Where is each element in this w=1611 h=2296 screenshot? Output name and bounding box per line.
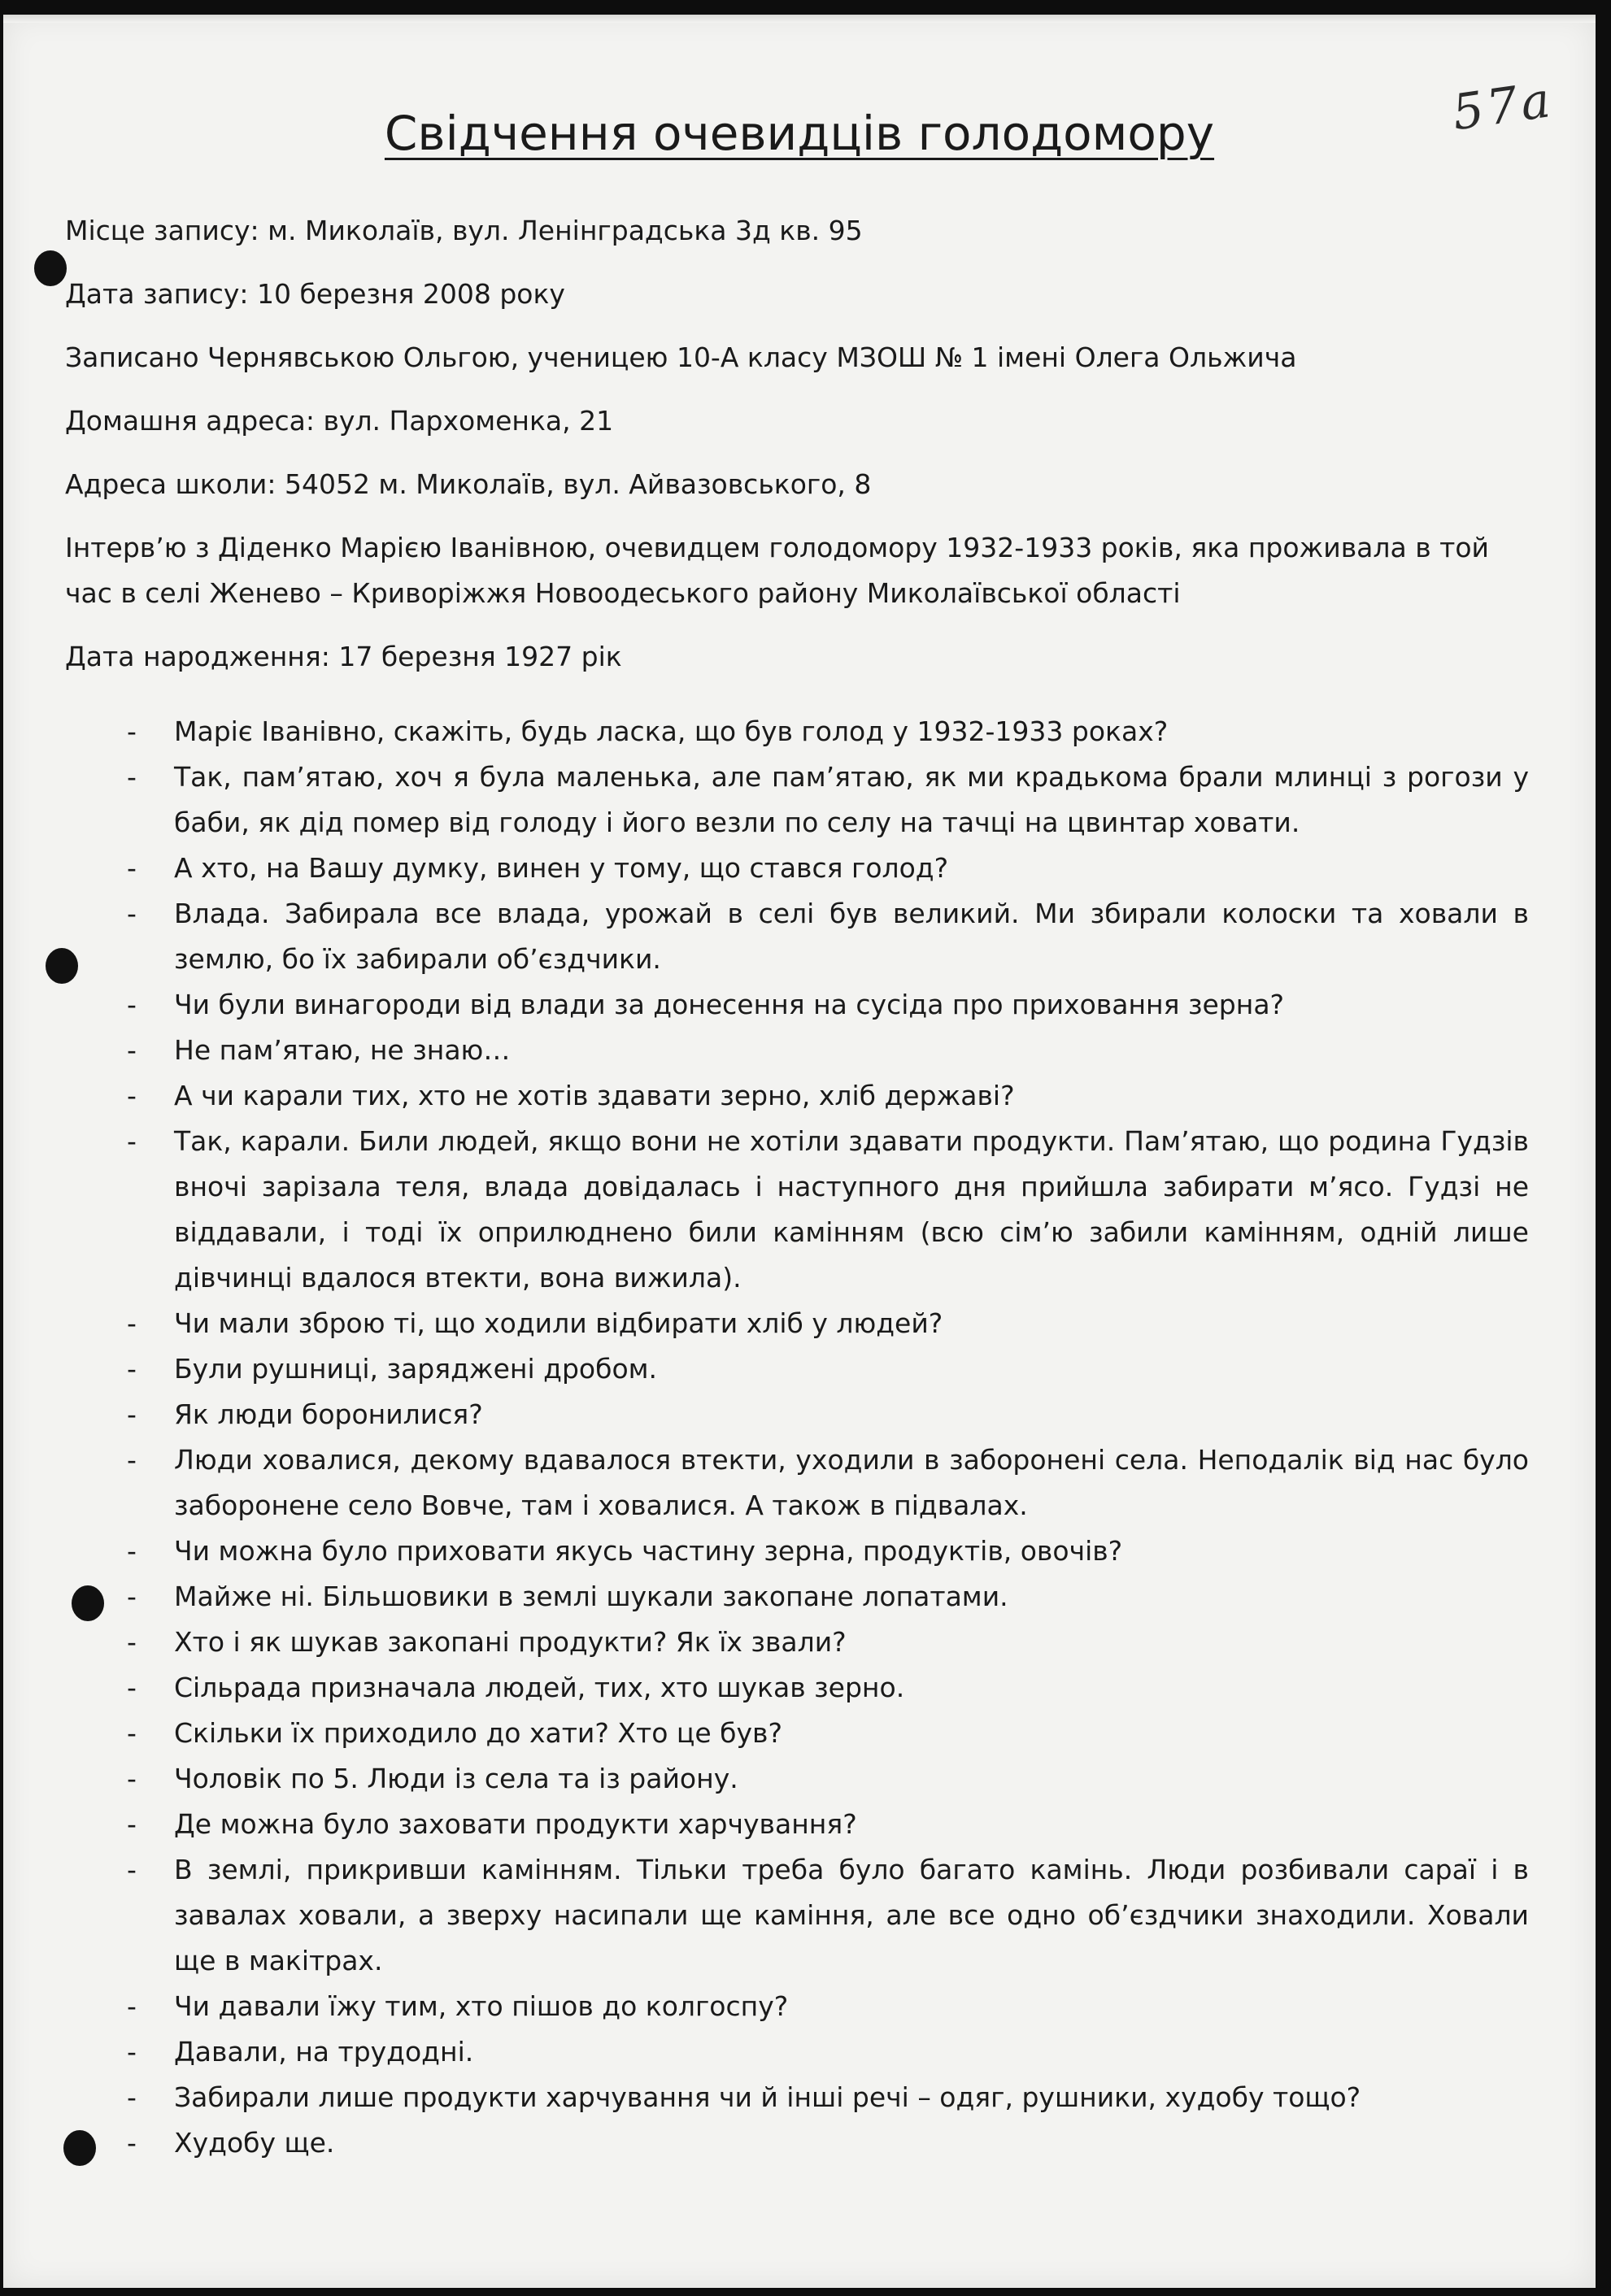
dialogue-text: Майже ні. Більшовики в землі шукали закопане лопатами.: [174, 1581, 1008, 1612]
dialogue-line: [65, 2120, 1529, 2166]
dash-marker: -: [127, 1307, 137, 1339]
dash-marker: -: [127, 1990, 137, 2022]
dash-marker: -: [127, 761, 137, 793]
dash-marker: -: [127, 852, 137, 884]
dash-marker: -: [127, 1034, 137, 1066]
dialogue-line: [65, 1665, 1529, 1711]
dash-marker: -: [127, 1626, 137, 1658]
dialogue-line: [65, 1574, 1529, 1620]
dialogue-text: В землі, прикривши камінням. Тільки треба було багато камінь. Люди розбивали сараї і в завалах ховали, а зверху насипали ще каміння, але все одно об’єздчики знаходили. Ховали ще в макітрах.: [174, 1854, 1529, 1976]
handwritten-page-number: 57a: [1448, 71, 1557, 142]
dialogue-text: Чи можна було приховати якусь частину зерна, продуктів, овочів?: [174, 1535, 1123, 1567]
dash-marker: -: [127, 1581, 137, 1612]
dash-marker: -: [127, 1672, 137, 1703]
interview-dialogue: [65, 709, 1529, 2166]
page-top-edge: [3, 15, 1596, 23]
dash-marker: -: [127, 1717, 137, 1749]
dialogue-text: Люди ховалися, декому вдавалося втекти, уходили в заборонені села. Неподалік від нас було заборонене село Вовче, там і ховалися. А також в підвалах.: [174, 1444, 1529, 1521]
dash-marker: -: [127, 1080, 137, 1111]
dialogue-text: Чоловік по 5. Люди із села та із району.: [174, 1763, 738, 1794]
dialogue-line: [65, 1847, 1529, 1984]
dialogue-text: Так, пам’ятаю, хоч я була маленька, але пам’ятаю, як ми крадькома брали млинці з рогози у баби, як дід помер від голоду і його везли по селу на тачці на цвинтар ховати.: [174, 761, 1529, 838]
dash-marker: -: [127, 1854, 137, 1885]
document-page: [3, 15, 1596, 2288]
dash-marker: -: [127, 1444, 137, 1476]
dialogue-line: [65, 1392, 1529, 1437]
dash-marker: -: [127, 2081, 137, 2113]
dialogue-text: Були рушниці, заряджені дробом.: [174, 1353, 658, 1385]
dialogue-text: Скільки їх приходило до хати? Хто це був?: [174, 1717, 782, 1749]
dash-marker: -: [127, 1535, 137, 1567]
dialogue-text: А хто, на Вашу думку, винен у тому, що стався голод?: [174, 852, 949, 884]
school-address: Адреса школи: 54052 м. Миколаїв, вул. Айвазовського, 8: [65, 468, 872, 500]
dialogue-text: Забирали лише продукти харчування чи й інші речі – одяг, рушники, худобу тощо?: [174, 2081, 1361, 2113]
dialogue-text: Чи давали їжу тим, хто пішов до колгоспу?: [174, 1990, 789, 2022]
dialogue-line: [65, 1802, 1529, 1847]
dialogue-text: Не пам’ятаю, не знаю…: [174, 1034, 511, 1066]
interview-intro: Інтерв’ю з Діденко Марією Іванівною, очевидцем голодомору 1932-1933 років, яка проживала в той час в селі Женево – Криворіжжя Новоодеського району Миколаївської області: [65, 532, 1489, 609]
dialogue-text: Сільрада призначала людей, тих, хто шукав зерно.: [174, 1672, 905, 1703]
dialogue-line: [65, 1073, 1529, 1119]
dash-marker: -: [127, 898, 137, 929]
record-place: Місце запису: м. Миколаїв, вул. Ленінградська 3д кв. 95: [65, 215, 863, 246]
dialogue-text: Маріє Іванівно, скажіть, будь ласка, що був голод у 1932-1933 роках?: [174, 715, 1169, 747]
dialogue-line: [65, 2029, 1529, 2075]
document-body: [65, 208, 1529, 2166]
dash-marker: -: [127, 2036, 137, 2068]
birth-date: Дата народження: 17 березня 1927 рік: [65, 641, 622, 672]
dialogue-text: Чи були винагороди від влади за донесення на сусіда про приховання зерна?: [174, 989, 1285, 1020]
dash-marker: -: [127, 1125, 137, 1157]
dash-marker: -: [127, 2127, 137, 2159]
punch-hole: [34, 250, 67, 286]
dash-marker: -: [127, 1763, 137, 1794]
dash-marker: -: [127, 989, 137, 1020]
recorded-by: Записано Чернявською Ольгою, ученицею 10-А класу МЗОШ № 1 імені Олега Ольжича: [65, 341, 1297, 373]
dialogue-line: [65, 2075, 1529, 2120]
dialogue-line: [65, 1984, 1529, 2029]
dialogue-line: [65, 1620, 1529, 1665]
dash-marker: -: [127, 715, 137, 747]
dialogue-text: А чи карали тих, хто не хотів здавати зерно, хліб державі?: [174, 1080, 1015, 1111]
dialogue-text: Хто і як шукав закопані продукти? Як їх звали?: [174, 1626, 847, 1658]
dialogue-text: Як люди боронилися?: [174, 1398, 483, 1430]
dialogue-text: Худобу ще.: [174, 2127, 335, 2159]
dialogue-line: [65, 1346, 1529, 1392]
dash-marker: -: [127, 1398, 137, 1430]
dash-marker: -: [127, 1808, 137, 1840]
document-title: Свідчення очевидців голодомору: [384, 106, 1215, 161]
dialogue-line: [65, 754, 1529, 846]
dialogue-line: [65, 846, 1529, 891]
dialogue-line: [65, 1711, 1529, 1756]
dialogue-text: Чи мали зброю ті, що ходили відбирати хліб у людей?: [174, 1307, 943, 1339]
dialogue-line: [65, 1528, 1529, 1574]
dialogue-text: Так, карали. Били людей, якщо вони не хотіли здавати продукти. Пам’ятаю, що родина Гудзів вночі зарізала теля, влада довідалась і наступного дня прийшла забирати м’ясо. Гудзі не віддавали, і тоді їх оприлюднено били камінням (всю сім’ю забили камінням, одній лише дівчинці вдалося втекти, вона вижила).: [174, 1125, 1529, 1294]
dash-marker: -: [127, 1353, 137, 1385]
record-date: Дата запису: 10 березня 2008 року: [65, 278, 565, 310]
dialogue-line: [65, 891, 1529, 982]
dialogue-line: [65, 1437, 1529, 1528]
dialogue-line: [65, 1028, 1529, 1073]
dialogue-line: [65, 1119, 1529, 1301]
dialogue-line: [65, 1301, 1529, 1346]
dialogue-line: [65, 1756, 1529, 1802]
dialogue-line: [65, 709, 1529, 754]
dialogue-line: [65, 982, 1529, 1028]
dialogue-text: Де можна було заховати продукти харчування?: [174, 1808, 857, 1840]
home-address: Домашня адреса: вул. Пархоменка, 21: [65, 405, 614, 437]
dialogue-text: Давали, на трудодні.: [174, 2036, 474, 2068]
dialogue-text: Влада. Забирала все влада, урожай в селі був великий. Ми збирали колоски та ховали в землю, бо їх забирали об’єздчики.: [174, 898, 1529, 975]
